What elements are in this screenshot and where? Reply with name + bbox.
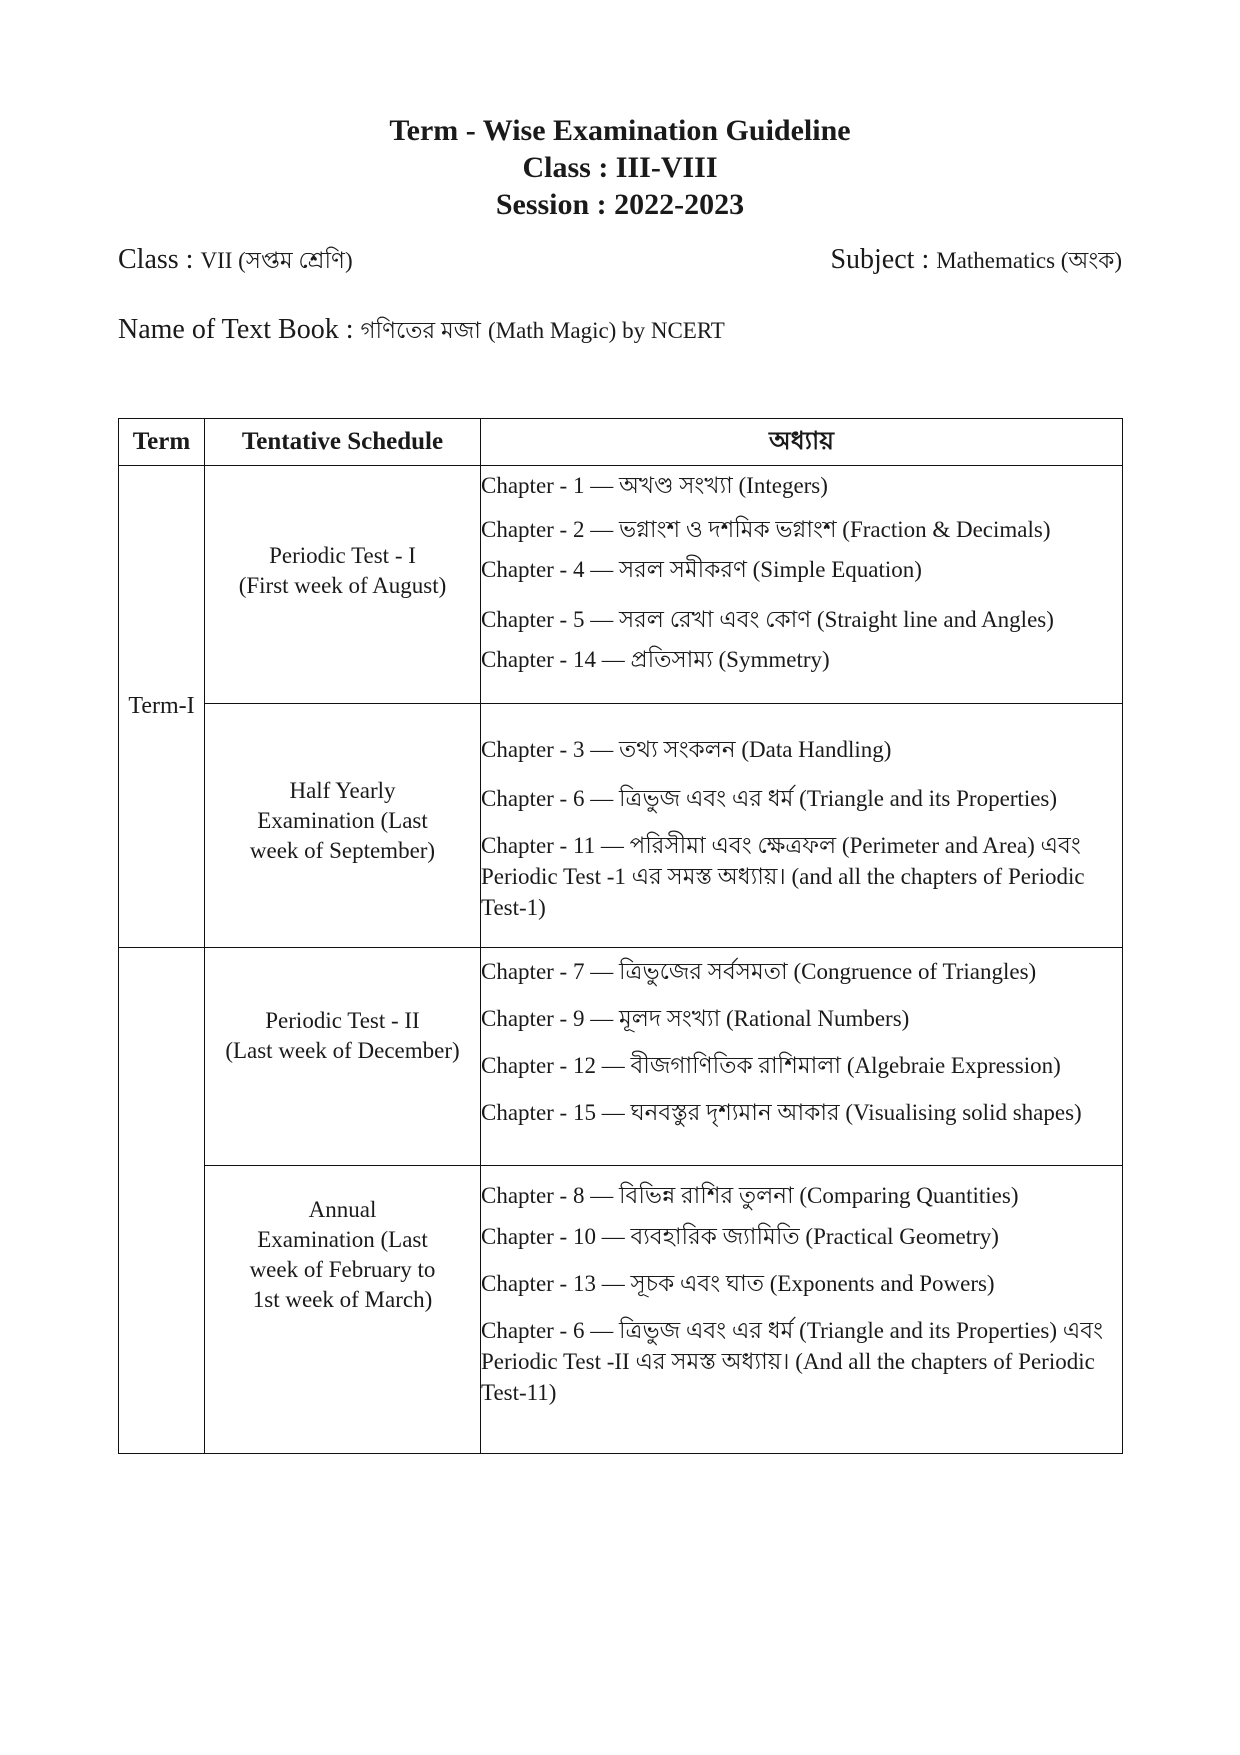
schedule-line: Periodic Test - II — [265, 1007, 420, 1033]
schedule-cell — [205, 466, 481, 704]
chapter-line: Chapter - 8 — বিভিন্ন রাশির তুলনা (Comparing Quantities) — [481, 1183, 1019, 1208]
class-range: Class : III-VIII — [522, 151, 718, 184]
chapter-line: Chapter - 14 — প্রতিসাম্য (Symmetry) — [481, 647, 830, 672]
chapter-line: Chapter - 6 — ত্রিভুজ এবং এর ধর্ম (Triangle and its Properties) এবং Periodic Test -II এর সমস্ত অধ্যায়। (And all the chapters of Periodic Test-11) — [481, 1318, 1103, 1405]
chapter-line: Chapter - 11 — পরিসীমা এবং ক্ষেত্রফল (Perimeter and Area) এবং Periodic Test -1 এর সমস্ত অধ্যায়। (and all the chapters of Periodic Test-1) — [481, 833, 1085, 920]
chapter-line: Chapter - 2 — ভগ্নাংশ ও দশমিক ভগ্নাংশ (Fraction & Decimals) — [481, 517, 1051, 542]
header-schedule: Tentative Schedule — [205, 419, 481, 466]
chapter-line: Chapter - 1 — অখণ্ড সংখ্যা (Integers) — [481, 473, 828, 498]
schedule-line: 1st week of March) — [252, 1286, 433, 1312]
class-value: VII (সপ্তম শ্রেণি) — [200, 248, 353, 273]
schedule-line: week of September) — [249, 837, 436, 863]
syllabus-table — [118, 418, 1123, 1454]
chapter-line: Chapter - 9 — মূলদ সংখ্যা (Rational Numbers) — [481, 1006, 910, 1031]
chapter-line: Chapter - 10 — ব্যবহারিক জ্যামিতি (Practical Geometry) — [481, 1224, 999, 1249]
chapter-line: Chapter - 15 — ঘনবস্তুর দৃশ্যমান আকার (Visualising solid shapes) — [481, 1100, 1082, 1125]
schedule-cell — [205, 948, 481, 1166]
schedule-line: (First week of August) — [238, 572, 447, 598]
chapter-line: Chapter - 7 — ত্রিভুজের সর্বসমতা (Congruence of Triangles) — [481, 959, 1037, 984]
schedule-cell — [205, 1166, 481, 1454]
table-row — [119, 704, 1123, 948]
schedule-line: Examination (Last — [257, 807, 428, 833]
class-subject-row — [118, 242, 1122, 281]
class-label: Class : — [118, 244, 194, 275]
subject-value: Mathematics (অংক) — [936, 248, 1122, 273]
document-title: Term - Wise Examination Guideline — [389, 114, 851, 147]
book-name-english: (Math Magic) by NCERT — [487, 318, 725, 343]
schedule-line: Annual — [308, 1196, 377, 1222]
schedule-line: Half Yearly — [289, 777, 396, 803]
chapter-line: Chapter - 5 — সরল রেখা এবং কোণ (Straight line and Angles) — [481, 607, 1054, 632]
table-row — [119, 1166, 1123, 1454]
table-header-row — [119, 419, 1123, 466]
subject-info — [830, 242, 1122, 281]
chapter-line: Chapter - 12 — বীজগাণিতিক রাশিমালা (Algebraie Expression) — [481, 1053, 1061, 1078]
table-row — [119, 948, 1123, 1166]
term-cell — [119, 948, 205, 1454]
chapter-line: Chapter - 6 — ত্রিভুজ এবং এর ধর্ম (Triangle and its Properties) — [481, 786, 1058, 811]
header-term: Term — [119, 419, 205, 466]
book-name-bengali: গণিতের মজা — [360, 318, 481, 343]
term-cell: Term-I — [119, 466, 205, 948]
class-info — [118, 242, 353, 281]
chapters-cell — [481, 466, 1123, 704]
subject-label: Subject : — [830, 244, 930, 275]
schedule-line: week of February to — [249, 1256, 436, 1282]
chapter-line: Chapter - 13 — সূচক এবং ঘাত (Exponents and Powers) — [481, 1271, 995, 1296]
document-header — [0, 112, 1240, 223]
schedule-line: (Last week of December) — [225, 1037, 460, 1063]
chapters-cell — [481, 704, 1123, 948]
textbook-row — [118, 312, 1122, 351]
schedule-cell — [205, 704, 481, 948]
book-label: Name of Text Book : — [118, 314, 354, 345]
schedule-line: Examination (Last — [257, 1226, 428, 1252]
chapters-cell — [481, 1166, 1123, 1454]
chapter-line: Chapter - 4 — সরল সমীকরণ (Simple Equation) — [481, 557, 922, 582]
schedule-line: Periodic Test - I — [269, 542, 416, 568]
chapters-cell — [481, 948, 1123, 1166]
table-row — [119, 466, 1123, 704]
session: Session : 2022-2023 — [495, 188, 745, 221]
chapter-line: Chapter - 3 — তথ্য সংকলন (Data Handling) — [481, 737, 892, 762]
header-chapters: অধ্যায় — [481, 419, 1123, 466]
